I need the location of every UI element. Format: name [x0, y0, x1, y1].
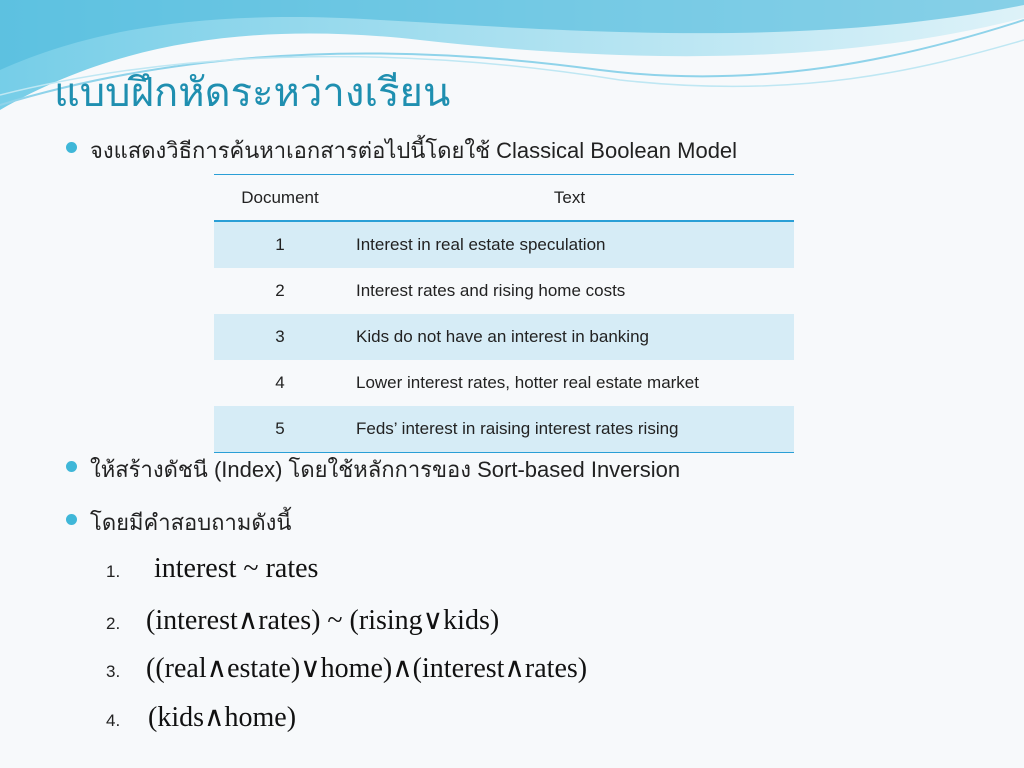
- doc-text-cell: Interest rates and rising home costs: [356, 281, 626, 300]
- doc-id-cell: 3: [214, 314, 346, 360]
- table-row: [214, 314, 794, 360]
- doc-id-cell: 2: [275, 281, 285, 300]
- column-header-text: Text: [346, 175, 794, 222]
- query-number: 3.: [106, 662, 121, 681]
- bullet-text: ให้สร้างดัชนี (Index) โดยใช้หลักการของ Sort-based Inversion: [90, 457, 681, 482]
- doc-id-cell: 4: [275, 373, 285, 392]
- doc-id-cell: 5: [214, 406, 346, 453]
- query-item: [106, 553, 318, 585]
- bullet-dot-icon: [66, 142, 77, 153]
- bullet-index-instruction: [66, 452, 680, 487]
- query-item: [106, 700, 296, 734]
- doc-text-cell: Kids do not have an interest in banking: [346, 314, 794, 360]
- query-expression: interest ~ rates: [154, 553, 319, 584]
- table-row: [214, 221, 794, 268]
- doc-text-cell: Feds’ interest in raising interest rates rising: [346, 406, 794, 453]
- bullet-text: จงแสดงวิธีการค้นหาเอกสารต่อไปนี้โดยใช้ Classical Boolean Model: [90, 138, 738, 163]
- bullet-dot-icon: [66, 514, 77, 525]
- query-number: 2.: [106, 614, 121, 633]
- bullet-text: โดยมีคำสอบถามดังนี้: [90, 510, 292, 535]
- doc-id-cell: 1: [214, 221, 346, 268]
- column-header-document: Document: [214, 175, 346, 222]
- query-number: 4.: [106, 711, 121, 730]
- table-header-row: [214, 175, 794, 222]
- query-expression: ((real∧estate)∨home)∧(interest∧rates): [146, 653, 588, 684]
- doc-text-cell: Lower interest rates, hotter real estate market: [356, 373, 699, 392]
- bullet-dot-icon: [66, 461, 77, 472]
- query-expression: (kids∧home): [148, 702, 297, 733]
- document-table: [214, 174, 794, 453]
- table-row: [214, 360, 794, 406]
- bullet-query-intro: [66, 505, 291, 540]
- query-item: [106, 651, 587, 685]
- doc-text-cell: Interest in real estate speculation: [346, 221, 794, 268]
- table-row: [214, 268, 794, 314]
- query-item: [106, 603, 499, 637]
- query-number: 1.: [106, 562, 121, 581]
- query-expression: (interest∧rates) ~ (rising∨kids): [146, 605, 500, 636]
- table-row: [214, 406, 794, 453]
- bullet-instruction: [66, 133, 737, 168]
- slide-title: แบบฝึกหัดระหว่างเรียน: [54, 70, 451, 116]
